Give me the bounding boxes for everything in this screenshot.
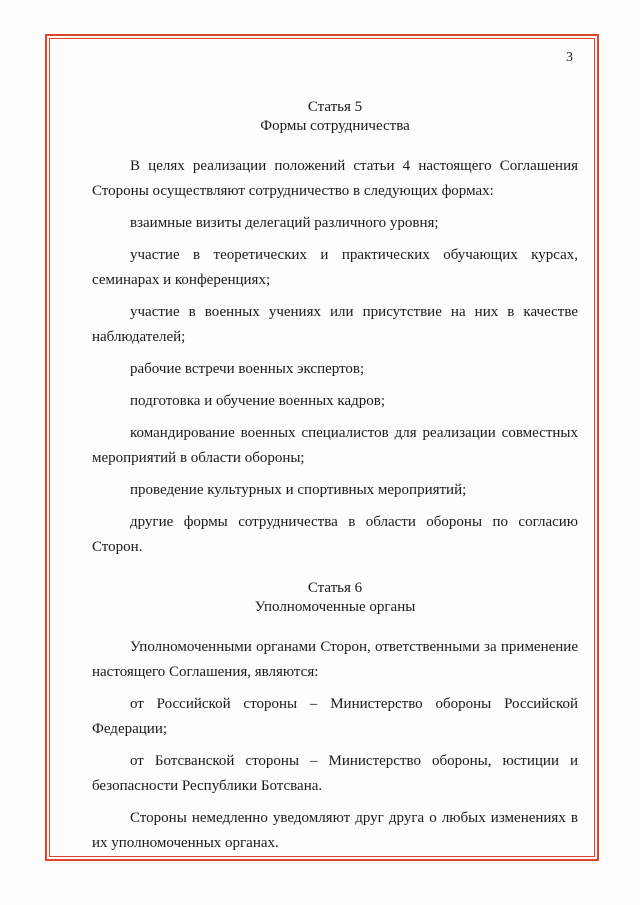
article-5-subtitle: Формы сотрудничества [260, 118, 410, 134]
article-6-title: Статья 6 [307, 580, 363, 596]
article-5-item: проведение культурных и спортивных мероприятий; [130, 482, 467, 498]
section-spacer [92, 567, 578, 579]
document-body [92, 98, 578, 863]
article-5-item: участие в военных учениях или присутствие на них в качестве наблюдателей; [92, 304, 578, 345]
article-6-item: от Российской стороны – Министерство обороны Российской Федерации; [92, 696, 578, 737]
article-5-item: рабочие встречи военных экспертов; [130, 361, 365, 377]
article-6-intro: Уполномоченными органами Сторон, ответственными за применение настоящего Соглашения, являются: [92, 639, 578, 680]
article-5-item: подготовка и обучение военных кадров; [130, 393, 386, 409]
article-5-item: взаимные визиты делегаций различного уровня; [130, 215, 439, 231]
article-6-closing: Стороны немедленно уведомляют друг друга о любых изменениях в их уполномоченных органах. [92, 810, 578, 851]
article-5-item: другие формы сотрудничества в области обороны по согласию Сторон. [92, 514, 578, 555]
article-5-item: участие в теоретических и практических обучающих курсах, семинарах и конференциях; [92, 247, 578, 288]
article-6-item: от Ботсванской стороны – Министерство обороны, юстиции и безопасности Республики Ботсвана. [92, 753, 578, 794]
article-6-subtitle: Уполномоченные органы [254, 599, 416, 615]
article-5-title: Статья 5 [307, 99, 363, 115]
article-5-intro: В целях реализации положений статьи 4 настоящего Соглашения Стороны осуществляют сотрудничество в следующих формах: [92, 158, 578, 199]
page-number: 3 [566, 50, 573, 65]
article-5 [92, 98, 578, 560]
article-5-item: командирование военных специалистов для реализации совместных мероприятий в области обороны; [92, 425, 578, 466]
article-6 [92, 579, 578, 856]
